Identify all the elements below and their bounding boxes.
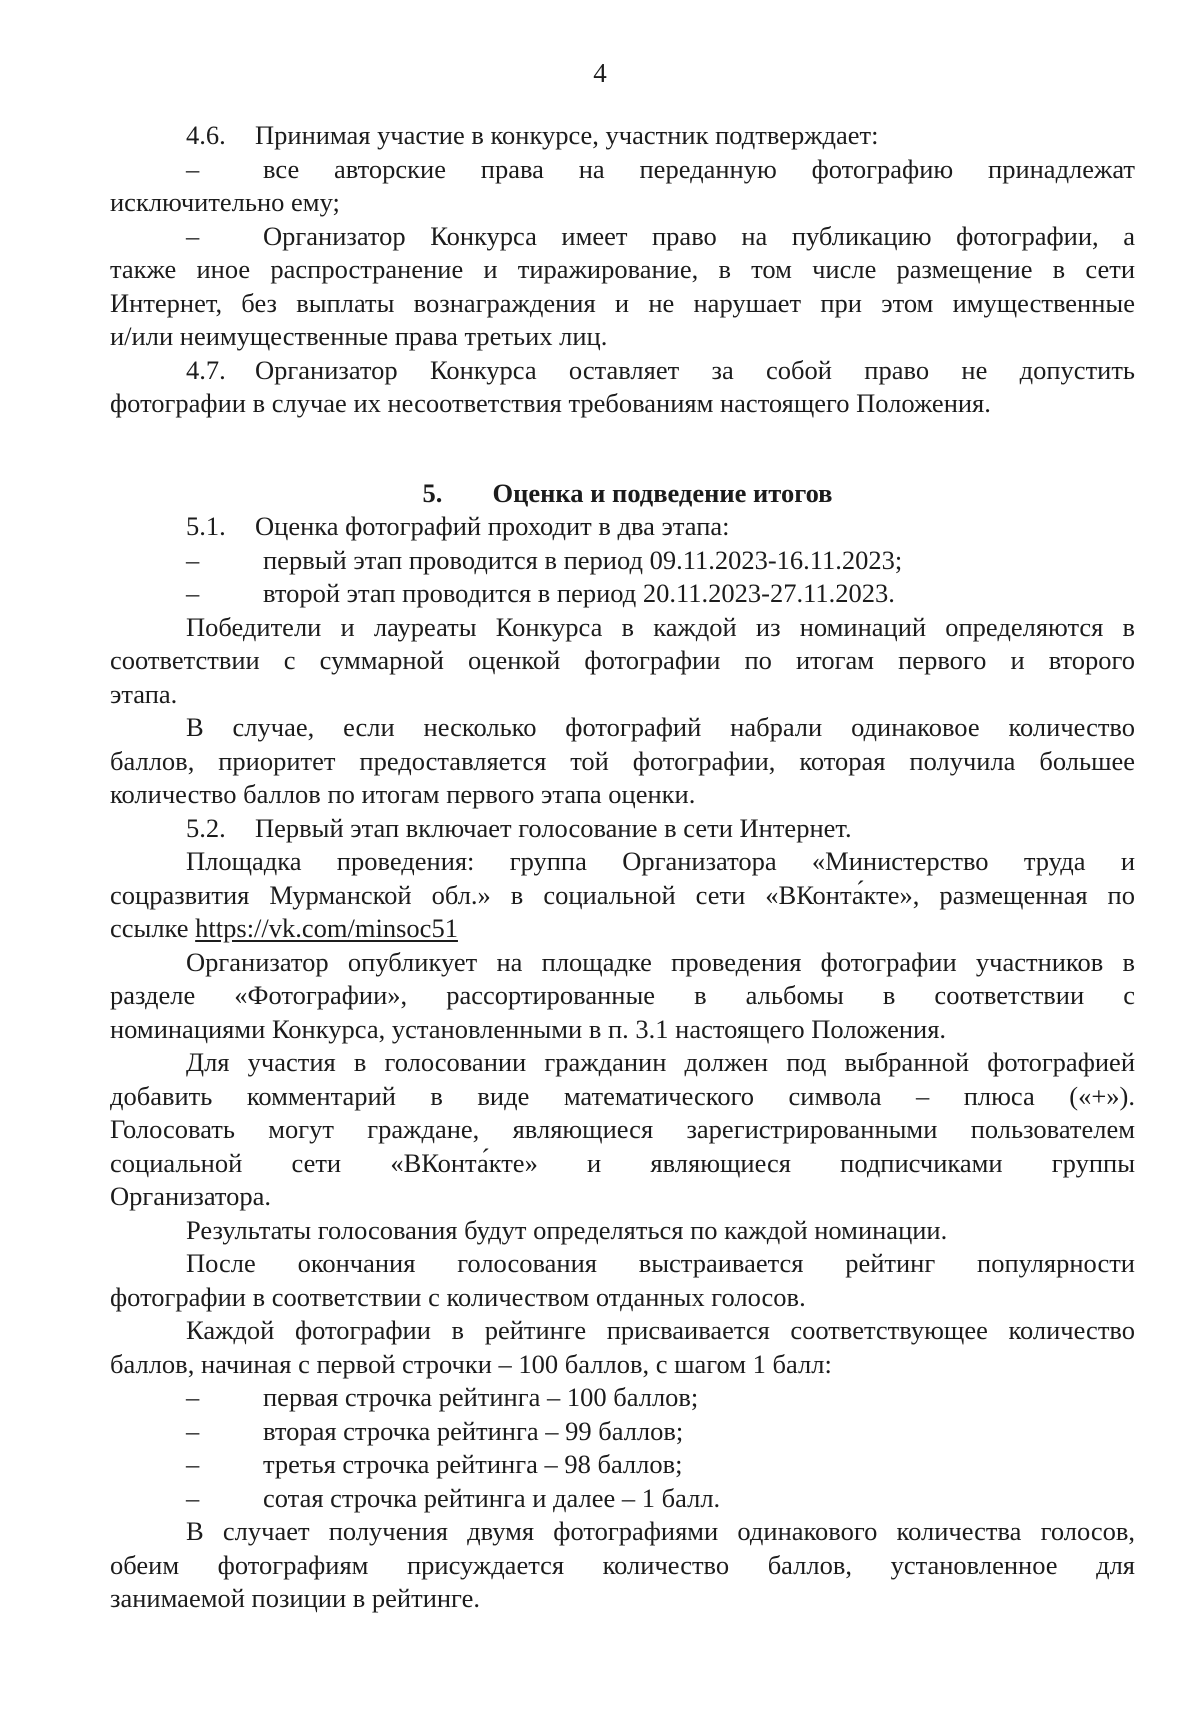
- text-line: баллов, приоритет предоставляется той фотографии, которая получила большее: [110, 745, 1135, 776]
- list-item-text: сотая строчка рейтинга и далее – 1 балл.: [263, 1482, 721, 1513]
- clause-text: Принимая участие в конкурсе, участник подтверждает:: [255, 120, 879, 150]
- list-item: [110, 544, 1135, 578]
- text-line: обеим фотографиям присуждается количество баллов, установленное для: [110, 1549, 1135, 1580]
- list-item: [110, 1381, 1135, 1415]
- text-line: и/или неимущественные права третьих лиц.: [110, 321, 608, 351]
- clause-label: 4.7.: [186, 354, 226, 385]
- text-line: фотографии в соответствии с количеством отданных голосов.: [110, 1281, 806, 1312]
- list-item-text: Организатор Конкурса имеет право на публикацию фотографии, а: [263, 220, 1135, 251]
- text-line: [110, 912, 1135, 946]
- paragraph-winners: Победители и лауреаты Конкурса в каждой из номинаций определяются в: [186, 611, 1135, 642]
- text-line: Организатора.: [110, 1181, 272, 1211]
- text-line: исключительно ему;: [110, 187, 340, 217]
- text-line: Интернет, без выплаты вознаграждения и не нарушает при этом имущественные: [110, 287, 1135, 318]
- list-item-text: все авторские права на переданную фотографию принадлежат: [263, 153, 1135, 184]
- dash-marker: –: [186, 1449, 200, 1479]
- section-number: 5.: [422, 477, 443, 508]
- dash-marker: –: [186, 544, 200, 575]
- text-line: соцразвития Мурманской обл.» в социальной сети «ВКонта́кте», размещенная по: [110, 879, 1135, 910]
- list-item: [110, 220, 1135, 254]
- dash-marker: –: [186, 578, 200, 608]
- section-heading: [110, 477, 1135, 511]
- list-item: [110, 1415, 1135, 1449]
- dash-marker: –: [186, 1415, 200, 1446]
- text-line: Голосовать могут граждане, являющиеся зарегистрированными пользователем: [110, 1114, 1135, 1144]
- clause-text: Оценка фотографий проходит в два этапа:: [255, 511, 730, 541]
- text-line: занимаемой позиции в рейтинге.: [110, 1583, 480, 1613]
- paragraph-tie: В случае, если несколько фотографий набрали одинаковое количество: [186, 712, 1135, 742]
- paragraph-equal-votes: В случает получения двумя фотографиями одинакового количества голосов,: [186, 1516, 1135, 1546]
- text-line: количество баллов по итогам первого этапа оценки.: [110, 779, 696, 809]
- list-item-text: второй этап проводится в период 20.11.2023-27.11.2023.: [263, 578, 895, 608]
- clause-label: 4.6.: [186, 120, 226, 150]
- text-line: социальной сети «ВКонта́кте» и являющиеся подписчиками группы: [110, 1147, 1135, 1178]
- text-line: также иное распространение и тиражирование, в том числе размещение в сети: [110, 254, 1135, 284]
- clause-4-7: [110, 354, 1135, 388]
- section-title: Оценка и подведение итогов: [492, 477, 833, 508]
- paragraph-rating: После окончания голосования выстраивается рейтинг популярности: [186, 1248, 1135, 1278]
- paragraph-results: Результаты голосования будут определяться по каждой номинации.: [186, 1214, 948, 1245]
- page-number: 4: [593, 58, 607, 88]
- paragraph-venue: Площадка проведения: группа Организатора «Министерство труда и: [186, 846, 1135, 876]
- vk-group-link[interactable]: https://vk.com/minsoc51: [195, 913, 458, 943]
- link-prefix: ссылке: [110, 913, 196, 943]
- paragraph-publish: Организатор опубликует на площадке проведения фотографии участников в: [186, 946, 1135, 977]
- paragraph-points: Каждой фотографии в рейтинге присваивается соответствующее количество: [186, 1315, 1135, 1345]
- dash-marker: –: [186, 153, 200, 184]
- clause-label: 5.1.: [186, 511, 226, 541]
- list-item: [110, 1448, 1135, 1482]
- list-item-text: вторая строчка рейтинга – 99 баллов;: [263, 1415, 684, 1446]
- clause-4-6: [110, 119, 1135, 153]
- list-item-text: первый этап проводится в период 09.11.2023-16.11.2023;: [263, 544, 903, 575]
- dash-marker: –: [186, 1382, 200, 1412]
- text-line: добавить комментарий в виде математического символа – плюса («+»).: [110, 1080, 1135, 1111]
- clause-5-2: [110, 812, 1135, 846]
- section-spacer: [110, 421, 1135, 477]
- dash-marker: –: [186, 1482, 200, 1513]
- text-line: разделе «Фотографии», рассортированные в альбомы в соответствии с: [110, 980, 1135, 1010]
- list-item: [110, 577, 1135, 611]
- text-line: фотографии в случае их несоответствия требованиям настоящего Положения.: [110, 388, 991, 418]
- clause-5-1: [110, 510, 1135, 544]
- paragraph-voting: Для участия в голосовании гражданин должен под выбранной фотографией: [186, 1047, 1135, 1077]
- list-item: [110, 1482, 1135, 1516]
- dash-marker: –: [186, 220, 200, 251]
- text-line: баллов, начиная с первой строчки – 100 баллов, с шагом 1 балл:: [110, 1348, 832, 1379]
- list-item: [110, 153, 1135, 187]
- list-item-text: первая строчка рейтинга – 100 баллов;: [263, 1382, 699, 1412]
- clause-label: 5.2.: [186, 812, 226, 843]
- list-item-text: третья строчка рейтинга – 98 баллов;: [263, 1449, 683, 1479]
- text-line: номинациями Конкурса, установленными в п. 3.1 настоящего Положения.: [110, 1013, 947, 1044]
- text-line: этапа.: [110, 678, 178, 709]
- page-content: [110, 119, 1135, 1616]
- text-line: соответствии с суммарной оценкой фотографии по итогам первого и второго: [110, 645, 1135, 675]
- clause-text: Первый этап включает голосование в сети Интернет.: [255, 812, 852, 843]
- clause-text: Организатор Конкурса оставляет за собой право не допустить: [255, 354, 1135, 385]
